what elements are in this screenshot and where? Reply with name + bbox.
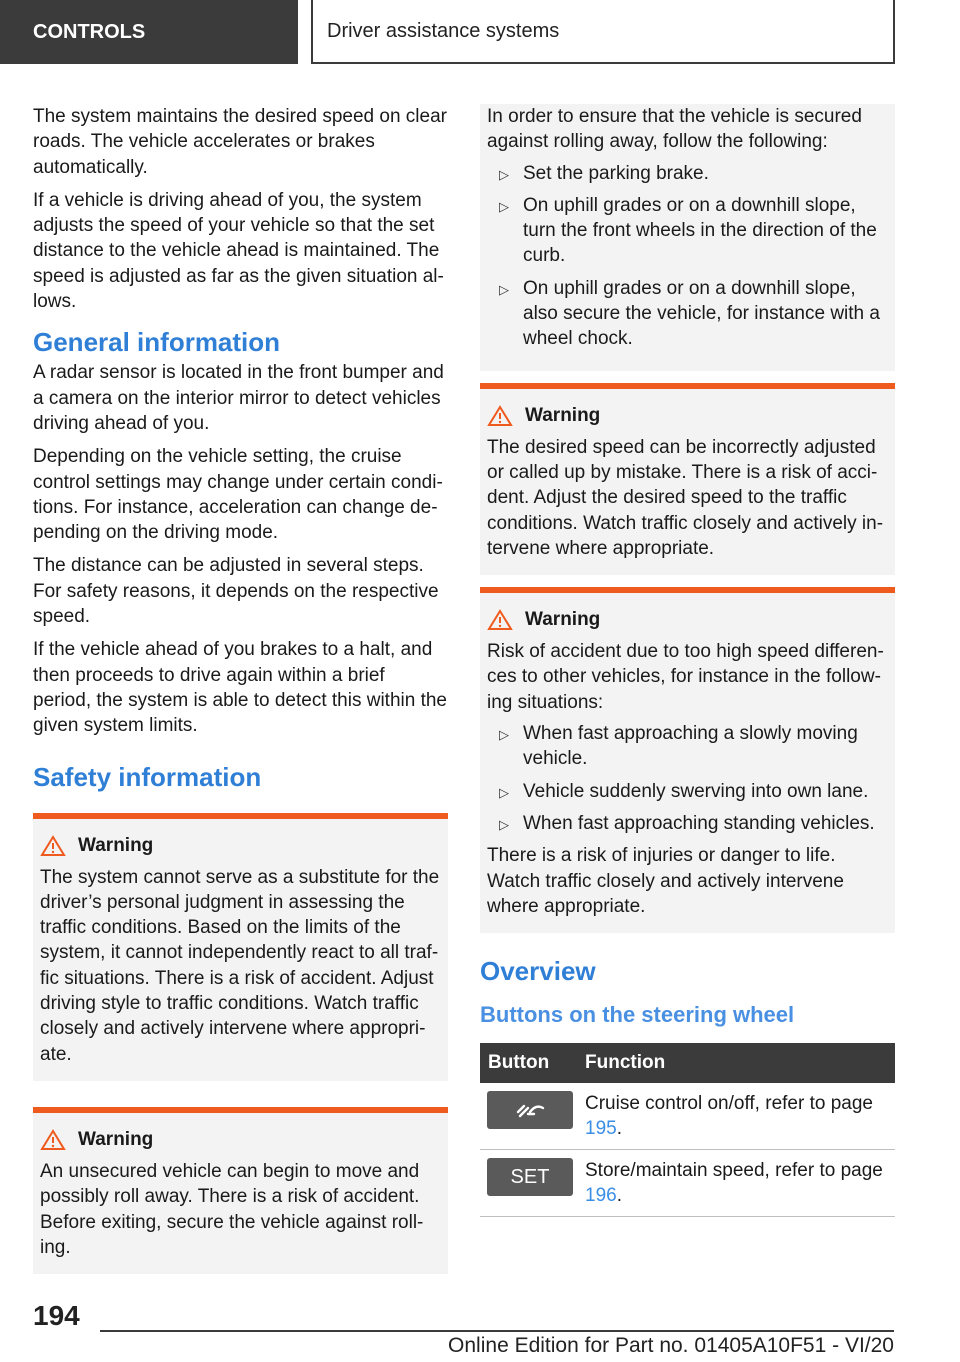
warning-label: Warning [78, 834, 154, 856]
warning-text: Risk of accident due to too high speed differences to other vehicles, for instance in the following situations: [487, 641, 884, 713]
function-text-end: . [616, 1185, 622, 1207]
cruise-control-key-icon [487, 1091, 573, 1129]
heading-buttons-steering-wheel: Buttons on the steering wheel [480, 1002, 795, 1028]
list-item [487, 193, 888, 269]
bullet-list [487, 721, 888, 836]
warning-box [480, 587, 895, 933]
triangle-bullet-icon: ▷ [499, 784, 509, 800]
warning-heading [40, 833, 441, 859]
triangle-bullet-icon: ▷ [499, 816, 509, 832]
warning-text: An unsecured vehicle can begin to move and possibly roll away. There is a risk of accident. Before exiting, secure the vehicle against rolling. [40, 1160, 424, 1258]
list-item-text: On uphill grades or on a downhill slope, also secure the vehicle, for instance with a wheel chock. [523, 277, 880, 350]
chapter-title: Driver assistance systems [311, 0, 895, 64]
list-item-text: Set the parking brake. [523, 162, 709, 184]
right-column [480, 104, 895, 1217]
list-item [487, 811, 888, 836]
paragraph: The system maintains the desired speed on clear roads. The vehicle accelerates or brakes automatically. [33, 106, 447, 178]
list-item [487, 779, 888, 804]
triangle-bullet-icon: ▷ [499, 727, 509, 743]
table-row [480, 1083, 895, 1150]
warning-triangle-icon [487, 609, 519, 631]
set-key: SET [487, 1158, 573, 1196]
heading-overview: Overview [480, 956, 596, 987]
list-item [487, 161, 888, 186]
bullet-list [487, 161, 888, 352]
function-cell [577, 1150, 895, 1217]
section-tab[interactable]: CONTROLS [0, 0, 298, 64]
warning-text: The system cannot serve as a substitute for the driver’s personal judgment in assessing the traffic conditions. Based on the limits of the system, it cannot independently react to all traffic situations. There is a risk of accident. Adjust driving style to traffic conditions. Watch traffic closely and actively intervene where appropriate. [40, 866, 440, 1065]
heading-general-information: General information [33, 327, 281, 358]
table-row [480, 1150, 895, 1217]
paragraph: If a vehicle is driving ahead of you, the system adjusts the speed of your vehicle so that the set distance to the vehicle ahead is maintained. The speed is adjusted as far as the given situation allows. [33, 189, 444, 313]
triangle-bullet-icon: ▷ [499, 281, 509, 297]
paragraph: In order to ensure that the vehicle is secured against rolling away, follow the following: [487, 106, 862, 153]
warning-triangle-icon [487, 405, 519, 427]
warning-heading [487, 403, 888, 429]
warning-label: Warning [525, 404, 601, 426]
list-item [487, 276, 888, 352]
list-item-text: When fast approaching standing vehicles. [523, 812, 875, 834]
button-cell [480, 1150, 577, 1217]
paragraph: Depending on the vehicle setting, the cruise control settings may change under certain conditions. For instance, acceleration can change depending on the driving mode. [33, 446, 443, 544]
warning-text: There is a risk of injuries or danger to life. Watch traffic closely and actively intervene where appropriate. [487, 845, 844, 917]
warning-heading [40, 1127, 441, 1153]
list-item [487, 721, 888, 772]
paragraph: A radar sensor is located in the front bumper and a camera on the interior mirror to detect vehicles driving ahead of you. [33, 362, 444, 434]
triangle-bullet-icon: ▷ [499, 166, 509, 182]
paragraph: If the vehicle ahead of you brakes to a halt, and then proceeds to drive again within a brief period, the system is able to detect this within the given system limits. [33, 639, 447, 737]
left-column [33, 104, 448, 1274]
warning-label: Warning [78, 1128, 154, 1150]
function-cell [577, 1083, 895, 1150]
warning-triangle-icon [40, 835, 72, 857]
warning-box [33, 1107, 448, 1274]
button-cell [480, 1083, 577, 1150]
function-text: Cruise control on/off, refer to page [585, 1093, 873, 1115]
warning-box [480, 383, 895, 575]
paragraph: The distance can be adjusted in several steps. For safety reasons, it depends on the respective speed. [33, 555, 439, 628]
edition-note: Online Edition for Part no. 01405A10F51 - VI/20 [448, 1334, 894, 1357]
list-item-text: When fast approaching a slowly moving vehicle. [523, 723, 858, 770]
page-link[interactable]: 195 [585, 1118, 617, 1140]
triangle-bullet-icon: ▷ [499, 198, 509, 214]
function-text: Store/maintain speed, refer to page [585, 1160, 883, 1182]
warning-box [33, 813, 448, 1081]
warning-text: The desired speed can be incorrectly adjusted or called up by mistake. There is a risk of accident. Adjust the desired speed to the traffic conditions. Watch traffic closely and actively intervene where appropriate. [487, 436, 884, 559]
table-header-row [480, 1043, 895, 1083]
page-link[interactable]: 196 [585, 1185, 617, 1207]
list-item-text: Vehicle suddenly swerving into own lane. [523, 780, 869, 802]
function-text-end: . [616, 1118, 622, 1140]
heading-safety-information: Safety information [33, 761, 262, 792]
warning-triangle-icon [40, 1129, 72, 1151]
warning-label: Warning [525, 609, 601, 631]
column-header-button: Button [480, 1043, 577, 1083]
page-header [0, 0, 960, 66]
column-header-function: Function [577, 1043, 895, 1083]
info-box [480, 104, 895, 371]
list-item-text: On uphill grades or on a downhill slope, turn the front wheels in the direction of the curb. [523, 194, 877, 267]
footer-divider [100, 1330, 894, 1332]
buttons-table [480, 1043, 895, 1217]
page-number: 194 [33, 1300, 80, 1331]
warning-heading [487, 607, 888, 633]
